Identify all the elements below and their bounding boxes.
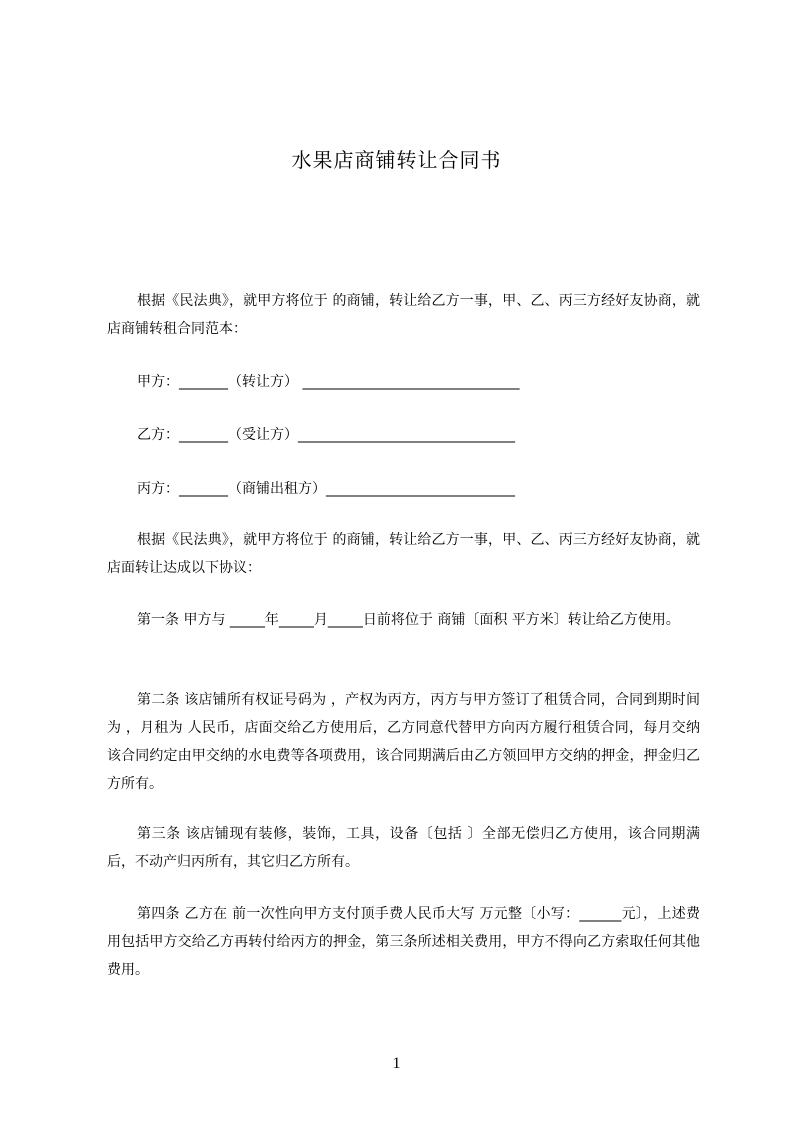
document-title: 水果店商铺转让合同书 [291, 148, 502, 172]
party-b-line: 乙方：_______（受让方）_______________________________ [137, 427, 515, 443]
article-1: 第一条 甲方与 _____年_____月_____日前将位于 商铺〔面积 平方米〕转让给乙方使用。 [137, 612, 680, 628]
party-a-line: 甲方：_______（转让方） _______________________________ [137, 374, 520, 390]
party-c-line: 丙方：_______（商铺出租方）___________________________ [137, 481, 515, 497]
article-3: 第三条 该店铺现有装修，装饰，工具，设备〔包括 〕全部无偿归乙方使用，该合同期满后，不动产归丙所有，其它归乙方所有。 [107, 826, 700, 870]
agreement-intro-paragraph: 根据《民法典》，就甲方将位于 的商铺，转让给乙方一事，甲、乙、丙三方经好友协商，就店面转让达成以下协议： [107, 532, 700, 576]
article-4: 第四条 乙方在 前一次性向甲方支付顶手费人民币大写 万元整〔小写：______元〕，上述费用包括甲方交给乙方再转付给丙方的押金，第三条所述相关费用，甲方不得向乙方索取任何其他费用。 [107, 906, 700, 978]
page-number: 1 [392, 1055, 401, 1072]
intro-paragraph: 根据《民法典》，就甲方将位于 的商铺，转让给乙方一事，甲、乙、丙三方经好友协商，就店商铺转租合同范本： [107, 293, 700, 337]
article-2: 第二条 该店铺所有权证号码为 ，产权为丙方，丙方与甲方签订了租赁合同，合同到期时间为 ，月租为 人民币，店面交给乙方使用后，乙方同意代替甲方向丙方履行租赁合同，每月交纳该合同约定由甲交纳的水电费等各项费用，该合同期满后由乙方领回甲方交纳的押金，押金归乙方所有。 [107, 692, 700, 792]
